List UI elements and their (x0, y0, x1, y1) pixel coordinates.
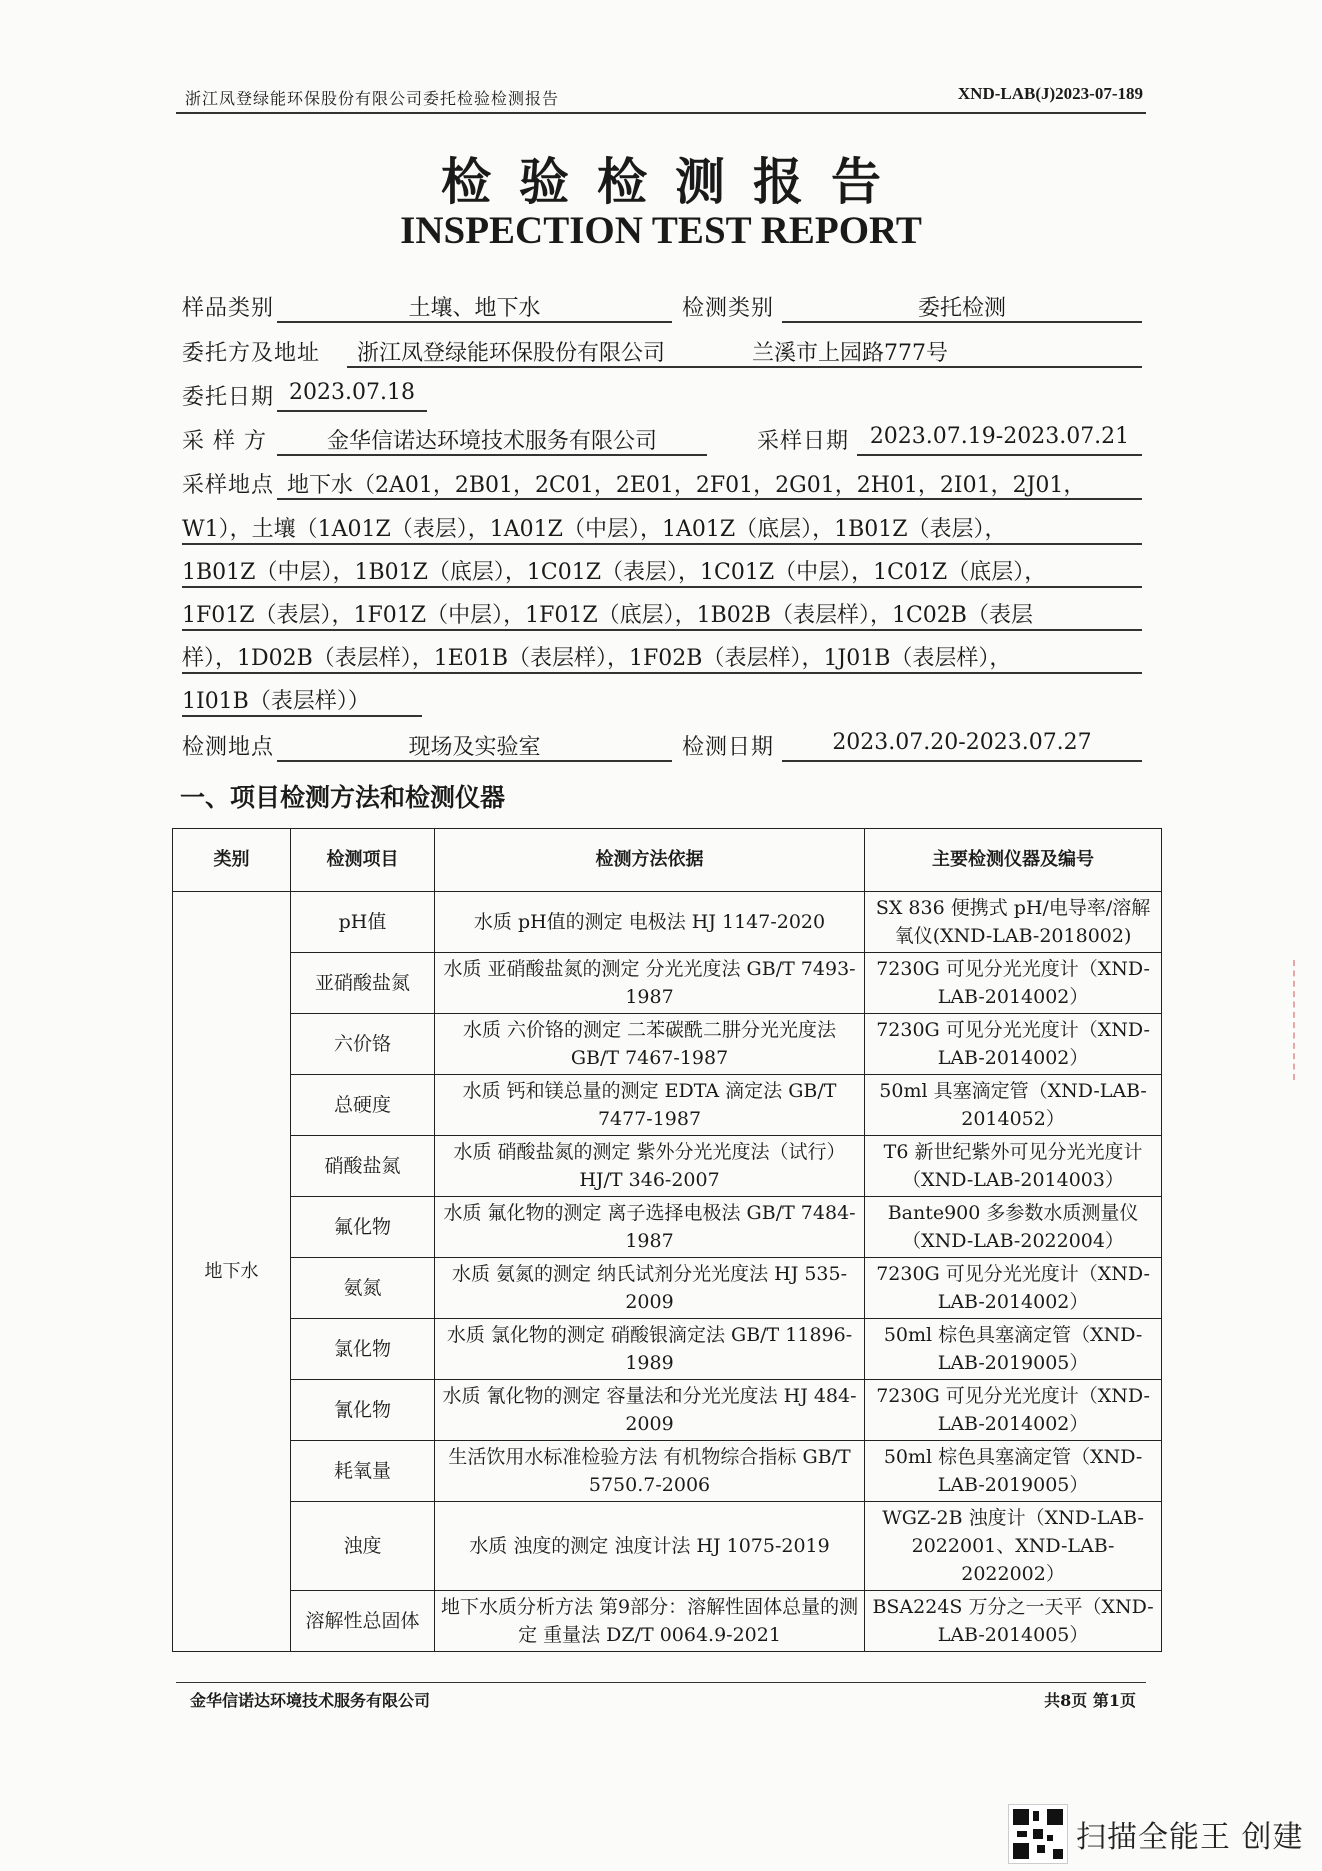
table-row (173, 1441, 1162, 1502)
method-cell: 水质 pH值的测定 电极法 HJ 1147-2020 (434, 892, 864, 953)
instrument-cell: 7230G 可见分光光度计（XND-LAB-2014002） (865, 1258, 1162, 1319)
sampling-sites-line-1: 地下水（2A01，2B01，2C01，2E01，2F01，2G01，2H01，2I01，2J01， (277, 468, 1142, 500)
item-cell: 六价铬 (291, 1014, 435, 1075)
item-cell: 氯化物 (291, 1319, 435, 1380)
table-row (173, 1319, 1162, 1380)
sampler-value: 金华信诺达环境技术服务有限公司 (277, 424, 707, 456)
test-date-value: 2023.07.20-2023.07.27 (782, 730, 1142, 762)
footer-divider (176, 1682, 1146, 1683)
client-address: 兰溪市上园路777号 (752, 341, 948, 366)
method-cell: 地下水质分析方法 第9部分：溶解性固体总量的测定 重量法 DZ/T 0064.9-2021 (434, 1591, 864, 1652)
sampling-date-label: 采样日期 (757, 429, 850, 454)
method-cell: 水质 浊度的测定 浊度计法 HJ 1075-2019 (434, 1502, 864, 1591)
qr-code-icon (1008, 1804, 1068, 1864)
title-english: INSPECTION TEST REPORT (400, 209, 922, 252)
sampling-sites-line-5: 样），1D02B（表层样），1E01B（表层样），1F02B（表层样），1J01B（表层样）， (182, 641, 1142, 674)
method-cell: 水质 氰化物的测定 容量法和分光光度法 HJ 484-2009 (434, 1380, 864, 1441)
col-header-item: 检测项目 (291, 829, 435, 892)
test-location-label: 检测地点 (182, 735, 275, 760)
instrument-cell: 50ml 具塞滴定管（XND-LAB-2014052） (865, 1075, 1162, 1136)
test-date-label: 检测日期 (682, 735, 775, 760)
sampling-date-value: 2023.07.19-2023.07.21 (857, 424, 1142, 456)
col-header-instrument: 主要检测仪器及编号 (865, 829, 1162, 892)
table-row (173, 1380, 1162, 1441)
methods-table (172, 828, 1162, 1652)
test-type-value: 委托检测 (782, 291, 1142, 323)
item-cell: pH值 (291, 892, 435, 953)
title-chinese: 检验检测报告 (441, 152, 909, 211)
item-cell: 耗氧量 (291, 1441, 435, 1502)
table-row (173, 892, 1162, 953)
method-cell: 水质 硝酸盐氮的测定 紫外分光光度法（试行）HJ/T 346-2007 (434, 1136, 864, 1197)
watermark-text: 扫描全能王 创建 (1076, 1820, 1304, 1855)
sampler-label: 采 样 方 (182, 429, 267, 454)
table-row (173, 953, 1162, 1014)
sampling-sites-line-3: 1B01Z（中层），1B01Z（底层），1C01Z（表层），1C01Z（中层），1C01Z（底层）， (182, 555, 1142, 588)
test-type-label: 检测类别 (682, 296, 775, 321)
client-name: 浙江凤登绿能环保股份有限公司 (357, 341, 666, 366)
section-title: 一、项目检测方法和检测仪器 (180, 783, 506, 812)
table-row (173, 1502, 1162, 1591)
method-cell: 水质 氨氮的测定 纳氏试剂分光光度法 HJ 535-2009 (434, 1258, 864, 1319)
scan-artifact (1293, 960, 1299, 1080)
client-field (347, 336, 1142, 368)
table-row (173, 1591, 1162, 1652)
item-cell: 亚硝酸盐氮 (291, 953, 435, 1014)
method-cell: 生活饮用水标准检验方法 有机物综合指标 GB/T 5750.7-2006 (434, 1441, 864, 1502)
table-row (173, 1014, 1162, 1075)
sample-type-value: 土壤、地下水 (277, 291, 672, 323)
instrument-cell: 7230G 可见分光光度计（XND-LAB-2014002） (865, 1014, 1162, 1075)
method-cell: 水质 氟化物的测定 离子选择电极法 GB/T 7484-1987 (434, 1197, 864, 1258)
instrument-cell: Bante900 多参数水质测量仪（XND-LAB-2022004） (865, 1197, 1162, 1258)
client-label: 委托方及地址 (182, 341, 321, 366)
instrument-cell: 50ml 棕色具塞滴定管（XND-LAB-2019005） (865, 1441, 1162, 1502)
method-cell: 水质 亚硝酸盐氮的测定 分光光度法 GB/T 7493-1987 (434, 953, 864, 1014)
table-row (173, 1197, 1162, 1258)
sample-type-label: 样品类别 (182, 296, 275, 321)
test-location-value: 现场及实验室 (277, 730, 672, 762)
sampling-sites-line-6: 1I01B（表层样）） (182, 684, 422, 717)
page-count: 共8页 第1页 (1044, 1691, 1136, 1710)
table-row (173, 1075, 1162, 1136)
instrument-cell: 50ml 棕色具塞滴定管（XND-LAB-2019005） (865, 1319, 1162, 1380)
header-divider (176, 112, 1146, 114)
item-cell: 氰化物 (291, 1380, 435, 1441)
report-number: XND-LAB(J)2023-07-189 (957, 84, 1143, 103)
instrument-cell: WGZ-2B 浊度计（XND-LAB-2022001、XND-LAB-2022002） (865, 1502, 1162, 1591)
col-header-category: 类别 (173, 829, 291, 892)
item-cell: 氨氮 (291, 1258, 435, 1319)
scanner-watermark (1008, 1806, 1304, 1862)
item-cell: 浊度 (291, 1502, 435, 1591)
sampling-sites-label: 采样地点 (182, 473, 275, 498)
footer-company: 金华信诺达环境技术服务有限公司 (190, 1691, 431, 1710)
item-cell: 溶解性总固体 (291, 1591, 435, 1652)
header-company: 浙江凤登绿能环保股份有限公司委托检验检测报告 (185, 89, 560, 108)
col-header-method: 检测方法依据 (434, 829, 864, 892)
commission-date-label: 委托日期 (182, 385, 275, 410)
item-cell: 总硬度 (291, 1075, 435, 1136)
method-cell: 水质 钙和镁总量的测定 EDTA 滴定法 GB/T 7477-1987 (434, 1075, 864, 1136)
instrument-cell: BSA224S 万分之一天平（XND-LAB-2014005） (865, 1591, 1162, 1652)
commission-date-value: 2023.07.18 (277, 380, 427, 412)
table-row (173, 1136, 1162, 1197)
category-cell: 地下水 (173, 892, 291, 1652)
instrument-cell: 7230G 可见分光光度计（XND-LAB-2014002） (865, 1380, 1162, 1441)
sampling-sites-line-4: 1F01Z（表层），1F01Z（中层），1F01Z（底层），1B02B（表层样），1C02B（表层 (182, 598, 1142, 631)
method-cell: 水质 六价铬的测定 二苯碳酰二肼分光光度法 GB/T 7467-1987 (434, 1014, 864, 1075)
instrument-cell: SX 836 便携式 pH/电导率/溶解氧仪(XND-LAB-2018002) (865, 892, 1162, 953)
table-header-row (173, 829, 1162, 892)
table-body (173, 892, 1162, 1652)
sampling-sites-line-2: W1），土壤（1A01Z（表层），1A01Z（中层），1A01Z（底层），1B01Z（表层）， (182, 512, 1142, 545)
item-cell: 硝酸盐氮 (291, 1136, 435, 1197)
instrument-cell: T6 新世纪紫外可见分光光度计（XND-LAB-2014003） (865, 1136, 1162, 1197)
item-cell: 氟化物 (291, 1197, 435, 1258)
instrument-cell: 7230G 可见分光光度计（XND-LAB-2014002） (865, 953, 1162, 1014)
table-row (173, 1258, 1162, 1319)
method-cell: 水质 氯化物的测定 硝酸银滴定法 GB/T 11896-1989 (434, 1319, 864, 1380)
